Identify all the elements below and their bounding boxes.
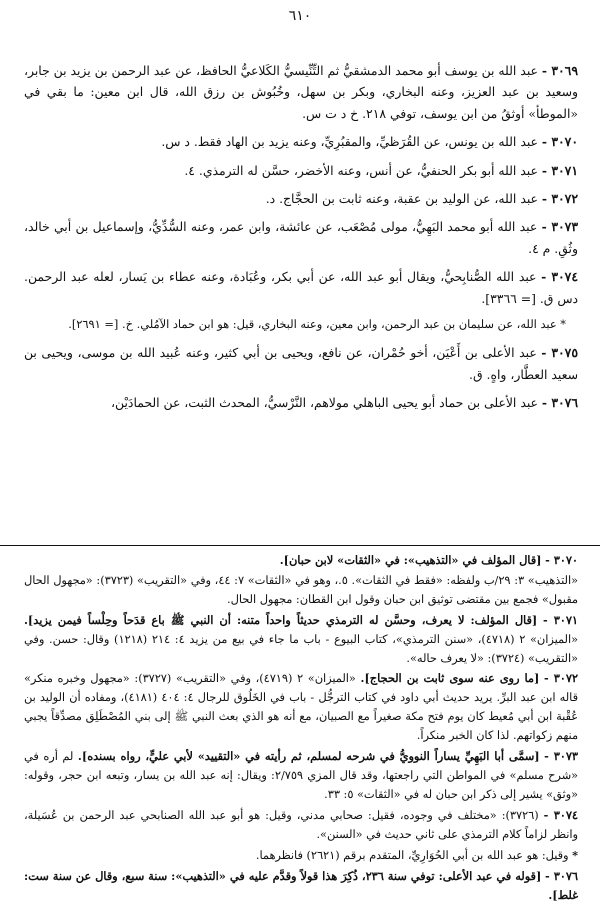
entry-number: ٣٠٧١ - (541, 162, 578, 178)
footnote-3073 (24, 747, 578, 805)
footnote-text: لم أره في «شرح مسلم» في المواطن التي راجعتها، وقد قال المزي ٢/٧٥٩: ويقال: إنه عبد الله بن يسار، وتبعه ابن حجر، وقوله: «وثق» يشير إلى ذكر ابن حبان له في «الثقات» ٥: ٣٣. (24, 750, 578, 801)
footnote-number: ٣٠٧٠ - (545, 553, 578, 567)
footnote-text: «الميزان» ٢ (٤٧١٩)، وفي «التقريب» (٣٧٢٧): «مجهول وخبره منكر» قاله ابن عبد البرِّ. يريد حديث أبي داود في كتاب الترجُّل - باب في الخَلُوق للرجال ٤: ٤٠٤ (٤١٨١)، ومفاده أن الوليد بن عُقْبة ابن أبي مُعيط كان يوم فتح مكة صغيراً مع الصبيان، مع أنه هو الذي بعث النبي ﷺ إلى بني المُصْطَلِق مصدِّقاً يجبي منهم زكواتهم. لذا كان الخبر منكراً. (24, 672, 579, 743)
entry-text: عبد الله بن يوسف أبو محمد الدمشقيُّ ثم التِّنِّيسيُّ الكَلاعيُّ الحافظ، عن عبد الرحمن بن يزيد بن جابر، وسعيد بن عبد العزيز، وعنه البخاري، وبكر بن سهل، وخُبُوش بن رزق الله، قال ابن معين: ما بقي في «الموطأ» أوثقُ من ابن يوسف، توفي ٢١٨. خ د ت س. (24, 63, 578, 121)
footnote-divider (0, 545, 600, 546)
entry-3072 (24, 188, 578, 209)
footnote-number: ٣٠٧٣ - (544, 749, 579, 764)
footnote-3071 (24, 611, 578, 669)
footnote-number: ٣٠٧٢ - (544, 671, 579, 686)
footnote-text: وقيل: هو عبد الله بن أبي الحُوَارِيِّ، المتقدم برقم (٢٦٢١) فانظرهما. (255, 848, 569, 862)
footnote-quote: [سمَّى أبا البَهِيِّ يساراً النوويُّ في شرحه لمسلم، ثم رأيته في «التقييد» لأبي عليٍّ، رواه بسنده]. (77, 749, 540, 764)
entry-3073 (24, 216, 578, 259)
star-note: * عبد الله، عن سليمان بن عبد الرحمن، وابن معين، وعنه البخاري، قيل: هو ابن حماد الآمُلي. خ. [= ٢٦٩١]. (68, 317, 566, 332)
entry-3074 (24, 266, 578, 309)
entry-number: ٣٠٧٤ - (541, 269, 578, 285)
footnote-3070 (24, 551, 578, 571)
footnote-quote: [قال المؤلف: لا يعرف، وحسَّن له الترمذي حديثاً واحداً متنه: أن النبي ﷺ باع قدَحاً وحِلْساً فيمن يزيد]. (24, 612, 538, 627)
entry-text: عبد الله أبو بكر الحنفيُّ، عن أنس، وعنه الأخضر، حسَّن له الترمذي. ٤. (184, 162, 538, 178)
entry-number: ٣٠٧٠ - (541, 134, 578, 150)
footnote-number: ٣٠٧٤ - (543, 807, 578, 822)
footnote-3076 (24, 867, 578, 907)
entry-number: ٣٠٦٩ - (541, 63, 578, 78)
entry-3076 (24, 392, 578, 413)
footnote-text: «الميزان» ٢ (٤٧١٨)، «سنن الترمذي»، كتاب البيوع - باب ما جاء في بيع من يزيد ٤: ٢١٤ (١٢١٨) وقال: حسن. وفي «التقريب» (٣٧٢٤): «لا يعرف حاله». (24, 632, 579, 665)
entry-3075 (24, 342, 578, 385)
entry-number: ٣٠٧٣ - (541, 219, 578, 235)
footnote-3074 (24, 806, 578, 845)
footnote-quote: [قال المؤلف في «التذهيب»: في «الثقات» لابن حبان]. (279, 553, 542, 567)
entry-text: عبد الله، عن الوليد بن عقبة، وعنه ثابت بن الحجَّاج. د. (265, 191, 538, 207)
entry-3070 (24, 131, 578, 152)
footnote-text: «التذهيب» ٣: ٢٩/ب ولفظه: «فقط في الثقات». ٥.، وهو في «الثقات» ٧: ٤٤، وفي «التقريب» (٣٧٢٣): «مجهول الحال مقبول» فجمع بين مقتضى توثيق ابن حبان وقول ابن القطان: مجهول الحال. (24, 573, 578, 606)
page-number: ٦١٠ (288, 8, 312, 24)
footnote-3072 (24, 669, 578, 746)
entry-3069 (24, 60, 578, 124)
entry-text: عبد الله الصُّنابِحيُّ، ويقال أبو عبد الله، عن أبي بكر، وعُبَادة، وعنه عطاء بن يَسار، لعله عبد الرحمن. دس ق. [= ٣٣٦٦]. (24, 269, 578, 306)
footnote-quote: [قوله في عبد الأعلى: توفي سنة ٢٣٦، ذُكِرَ هذا قولاً وقدَّم عليه في «التذهيب»: سنة سبع، وقال عن سنة ست: غلط]. (24, 868, 578, 903)
footnote-number: * (572, 847, 578, 862)
footnotes (24, 551, 578, 907)
entry-number: ٣٠٧٢ - (541, 191, 578, 207)
footnote-number: ٣٠٧٦ - (545, 868, 578, 883)
entry-3071 (24, 160, 578, 181)
entry-text: عبد الله بن يونس، عن القُرَظيِّ، والمقبُرِيِّ، وعنه يزيد بن الهاد فقط. د س. (161, 134, 538, 150)
footnote-quote: [ما روى عنه سوى ثابت بن الحجاج]. (360, 671, 540, 686)
entry-text: عبد الأعلى بن أَعْيَن، أخو حُمْران، عن نافع، ويحيى بن أبي كثير، وعنه عُبيد الله بن موسى، ويحيى بن سعيد العطَّار، واهٍ. ق. (24, 345, 578, 382)
main-text (24, 60, 578, 421)
entry-number: ٣٠٧٦ - (541, 395, 578, 411)
footnote-3070-detail (24, 572, 578, 610)
entry-text: عبد الأعلى بن حماد أبو يحيى الباهلي مولاهم، النَّرْسيُّ، المحدث الثبت، عن الحمادَيْن، (111, 395, 538, 411)
entry-text: عبد الله أبو محمد البَهِيُّ، مولى مُصْعَب، عن عائشة، وابن عمر، وعنه السُّدِّيُّ، وإسماعيل بن أبي خالد، وثُقِ. م ٤. (24, 219, 578, 256)
footnote-number: ٣٠٧١ - (542, 612, 578, 627)
entry-number: ٣٠٧٥ - (541, 345, 578, 361)
footnote-text: (٣٧٢٦): «مختلف في وجوده، فقيل: صحابي مدني، وقيل: هو أبو عبد الله الصنابحي عبد الرحمن بن عُسَيلة، وانظر لزاماً كلام الترمذي على ثاني حديث في «السنن». (24, 808, 578, 841)
